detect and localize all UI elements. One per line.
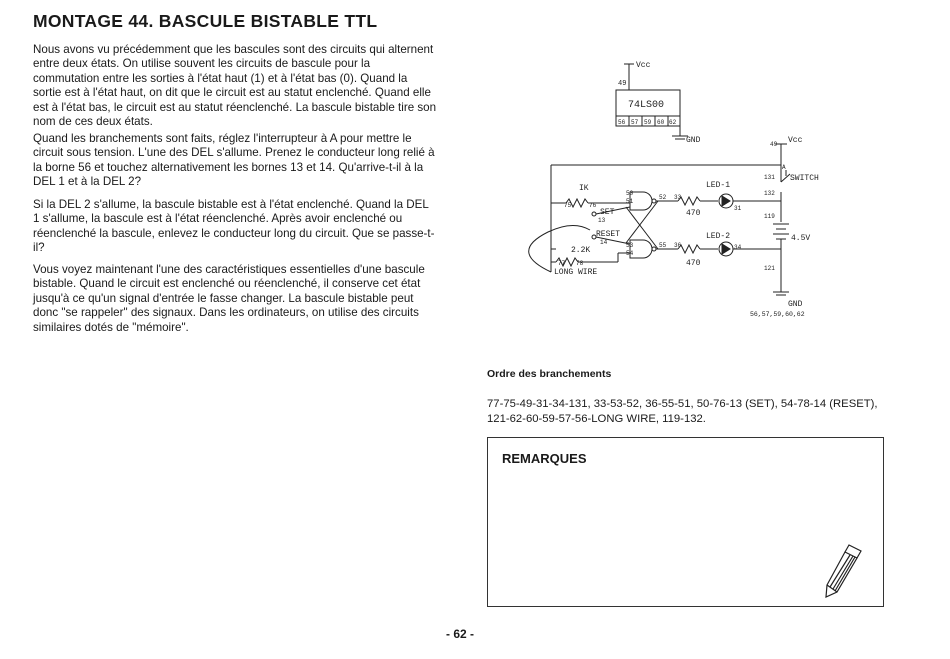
led2-label: LED-2 xyxy=(706,232,731,241)
pin-51: 51 xyxy=(626,198,634,205)
paragraph-conclusion: Vous voyez maintenant l'une des caractéristiques essentielles d'une bascule bistable. Quand le circuit est enclenché ou réenclenché, il conserve cet état jusqu'à ce qu'un signal d'entrée le fasse changer. La bascule bistable peut donc "se rappeler" des signaux. Dans les ordinateurs, on utilise des circuits similaires dotés de "mémoire". xyxy=(33,263,425,334)
pin-131: 131 xyxy=(764,174,775,181)
pin-121: 121 xyxy=(764,265,775,272)
pin-36: 36 xyxy=(674,242,682,249)
pencil-icon xyxy=(823,544,863,600)
pin-33: 33 xyxy=(674,194,682,201)
gnd-pins-label: 56,57,59,60,62 xyxy=(750,311,805,318)
pin-52: 52 xyxy=(659,194,667,201)
ic-pin-60: 60 xyxy=(657,119,665,126)
switch-label: SWITCH xyxy=(790,174,819,183)
remarques-heading: REMARQUES xyxy=(502,451,587,466)
page-title: MONTAGE 44. BASCULE BISTABLE TTL xyxy=(33,11,378,31)
led1-label: LED-1 xyxy=(706,181,731,190)
ic-pin-56: 56 xyxy=(618,119,626,126)
pin-132: 132 xyxy=(764,190,775,197)
pin-34: 34 xyxy=(734,244,742,251)
pin-53: 53 xyxy=(626,242,634,249)
gnd-label-ic: GND xyxy=(686,136,701,145)
battery-label: 4.5V xyxy=(791,234,811,243)
reset-label: RESET xyxy=(596,230,621,239)
pin-119: 119 xyxy=(764,213,775,220)
pin-55: 55 xyxy=(659,242,667,249)
pin-54: 54 xyxy=(626,250,634,257)
page-number: - 62 - xyxy=(446,627,475,641)
ordre-list: 77-75-49-31-34-131, 33-53-52, 36-55-51, 50-76-13 (SET), 54-78-14 (RESET), 121-62-60-59-57-56-LONG WIRE, 119-132. xyxy=(487,398,878,425)
gnd-label-battery: GND xyxy=(788,300,803,309)
pin-13: 13 xyxy=(598,217,606,224)
remarques-box xyxy=(487,437,884,607)
pin-77: 77 xyxy=(558,260,566,267)
ic-pin-59: 59 xyxy=(644,119,652,126)
paragraph-instructions: Quand les branchements sont faits, réglez l'interrupteur à A pour mettre le circuit sous tension. L'une des DEL s'allume. Prenez le conducteur long relié à la borne 56 et touchez alternativement les bornes 13 et 14. Qu'arrive-t-il à la DEL 1 et à la DEL 2? xyxy=(33,132,435,189)
pin-50: 50 xyxy=(626,190,634,197)
resistor-22k-label: 2.2K xyxy=(571,246,591,255)
circuit-schematic xyxy=(518,52,838,320)
pin-75: 75 xyxy=(564,202,572,209)
vcc-label-battery: Vcc xyxy=(788,136,803,145)
pin-14: 14 xyxy=(600,239,608,246)
set-label: SET xyxy=(600,208,615,217)
paragraph-observation: Si la DEL 2 s'allume, la bascule bistable est à l'état enclenché. Quand la DEL 1 s'allume, la bascule est à l'état réenclenché. Après avoir enclenché ou réenclenché la bascule, enlevez le conducteur long du circuit. Que se passe-t-il? xyxy=(33,198,435,255)
ic-label: 74LS00 xyxy=(628,100,665,111)
resistor-ik-label: IK xyxy=(579,184,589,193)
ic-pin-57: 57 xyxy=(631,119,639,126)
switch-a-label: A xyxy=(782,164,786,171)
ic-pin-62: 62 xyxy=(669,119,677,126)
vcc-label-ic: Vcc xyxy=(636,61,651,70)
ordre-heading: Ordre des branchements xyxy=(487,368,612,380)
paragraph-intro: Nous avons vu précédemment que les bascules sont des circuits qui alternent entre deux états. On utilise souvent les circuits de bascule pour la commutation entre les sorties à l'état haut (1) et à l'état bas (0). Quand la sortie est à l'état haut, on dit que le circuit est au statut enclenché. Quand elle est à l'état bas, le circuit est au statut réenclenché. La bascule bistable tire son nom de ces deux états. xyxy=(33,43,437,129)
pin-78: 78 xyxy=(576,260,584,267)
pin-76: 76 xyxy=(589,202,597,209)
resistor-470a-label: 470 xyxy=(686,209,701,218)
pin-31: 31 xyxy=(734,205,742,212)
long-wire-label: LONG WIRE xyxy=(554,268,598,277)
pin-49-ic: 49 xyxy=(618,80,627,88)
pin-49-battery: 49 xyxy=(770,141,778,148)
resistor-470b-label: 470 xyxy=(686,259,701,268)
